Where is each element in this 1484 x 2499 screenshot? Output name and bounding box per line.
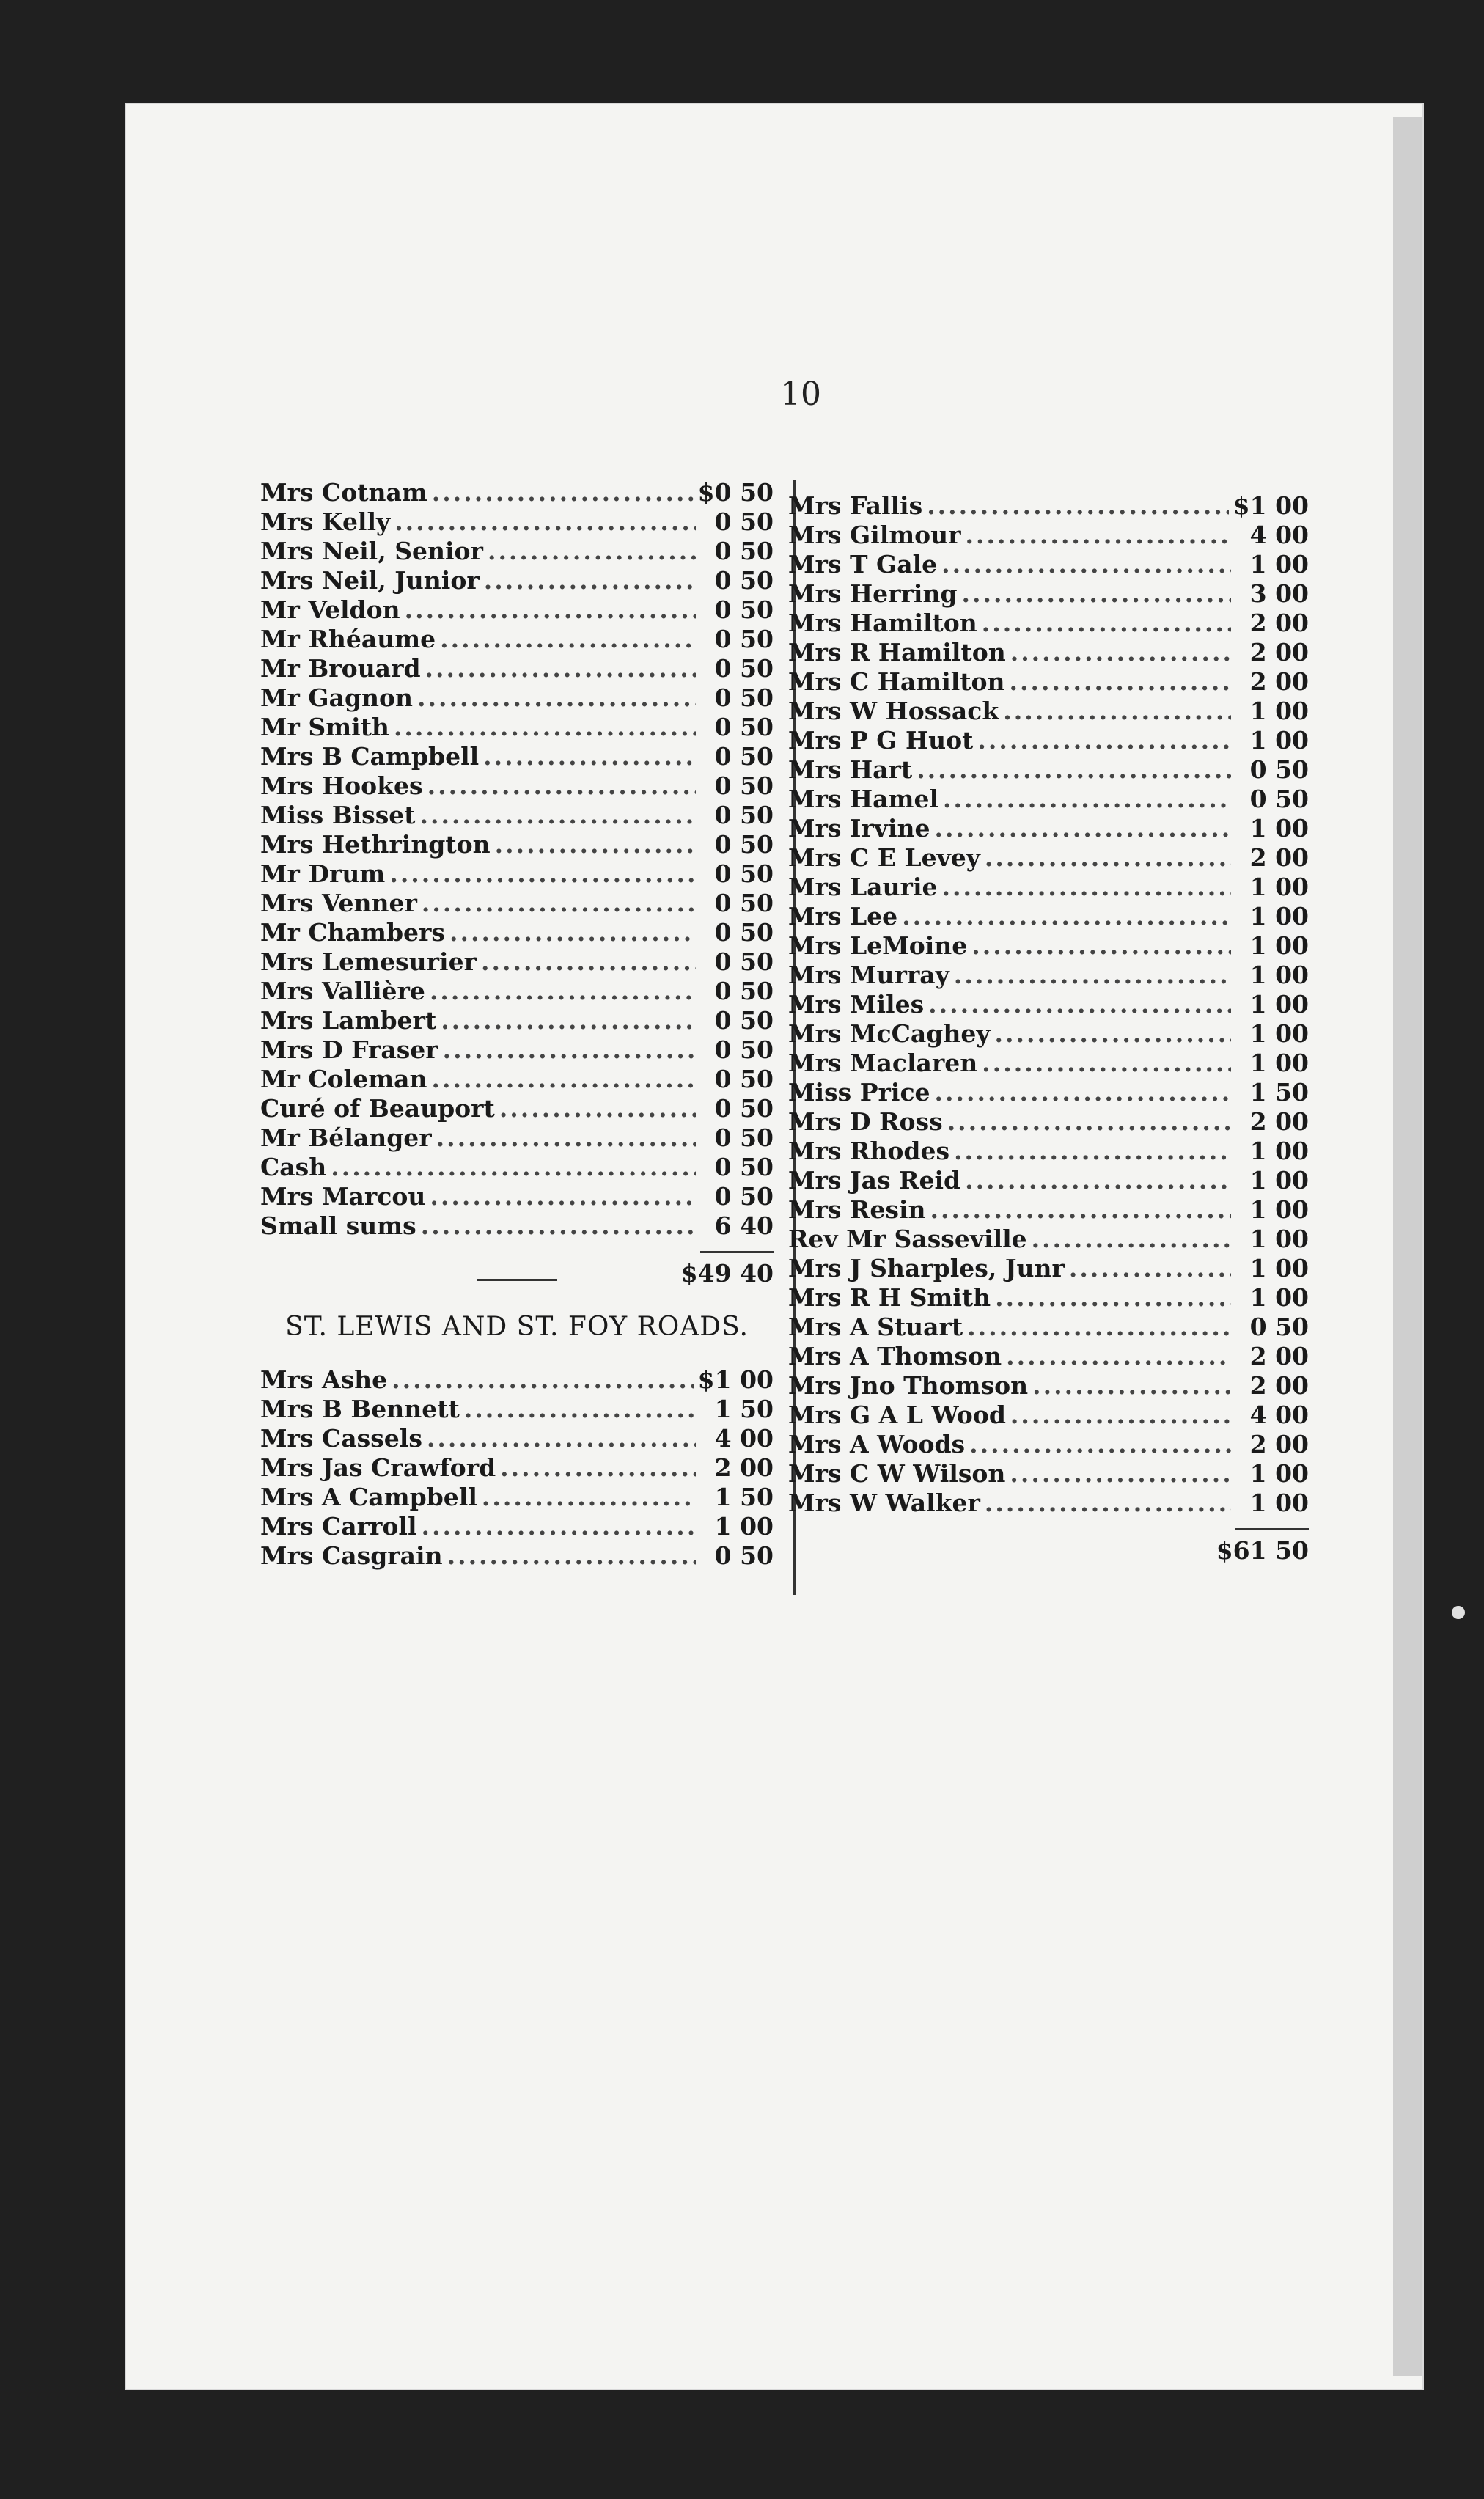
ledger-entry xyxy=(260,859,774,889)
leader-dots xyxy=(930,1195,1231,1224)
leader-dots xyxy=(969,1430,1231,1458)
leader-dots xyxy=(331,1153,696,1181)
ledger-entry xyxy=(788,990,1309,1019)
entry-amount: 0 50 xyxy=(714,1123,774,1152)
leader-dots xyxy=(421,1211,696,1240)
leader-dots xyxy=(943,785,1231,813)
entry-name: Mrs C Hamilton xyxy=(788,667,1005,696)
entry-name: Mrs Cotnam xyxy=(260,478,427,507)
entry-amount: 2 00 xyxy=(1249,1107,1309,1136)
entry-amount: 2 00 xyxy=(1249,1430,1309,1458)
entry-amount: 2 00 xyxy=(1249,1342,1309,1370)
ledger-entry xyxy=(788,902,1309,931)
ledger-entry xyxy=(788,638,1309,667)
ledger-entry xyxy=(260,1424,774,1453)
leader-dots xyxy=(1032,1371,1231,1400)
entry-amount: 1 00 xyxy=(1249,1137,1309,1165)
leader-dots xyxy=(1003,697,1231,725)
ledger-entry xyxy=(788,491,1309,521)
leader-dots xyxy=(935,1078,1231,1107)
leader-dots xyxy=(427,771,696,800)
ledger-entry xyxy=(788,1049,1309,1078)
entry-amount: 2 00 xyxy=(1249,609,1309,637)
leader-dots xyxy=(481,947,696,976)
entry-amount: 0 50 xyxy=(714,889,774,917)
ledger-entry xyxy=(260,1483,774,1512)
ledger-entry xyxy=(260,742,774,771)
entry-amount: 1 00 xyxy=(1249,961,1309,989)
ledger-entry xyxy=(260,1365,774,1395)
ledger-entry xyxy=(260,1123,774,1153)
ledger-entry xyxy=(788,1459,1309,1489)
leader-dots xyxy=(499,1094,696,1123)
entry-name: Mrs Fallis xyxy=(788,491,923,520)
entry-amount: 3 00 xyxy=(1249,579,1309,608)
leader-dots xyxy=(430,977,696,1005)
leader-dots xyxy=(422,1512,697,1541)
entry-name: Mrs R H Smith xyxy=(788,1283,991,1312)
leader-dots xyxy=(1032,1225,1231,1253)
right-total-rule xyxy=(1235,1528,1309,1530)
entry-amount: 6 40 xyxy=(714,1211,774,1240)
ledger-entry xyxy=(260,947,774,977)
ledger-entry xyxy=(260,1453,774,1483)
entry-name: Mrs Hamel xyxy=(788,785,938,813)
leader-dots xyxy=(954,1137,1231,1165)
ledger-entry xyxy=(260,1512,774,1541)
leader-dots xyxy=(1010,638,1231,667)
leader-dots xyxy=(389,859,696,888)
entry-amount: 0 50 xyxy=(714,742,774,771)
entry-name: Cash xyxy=(260,1153,327,1181)
entry-amount: 1 00 xyxy=(1249,931,1309,960)
entry-name: Mrs Venner xyxy=(260,889,417,917)
leader-dots xyxy=(971,931,1231,960)
leader-dots xyxy=(966,521,1231,549)
leader-dots xyxy=(405,595,696,624)
ledger-entry xyxy=(260,977,774,1006)
entry-name: Mrs G A L Wood xyxy=(788,1401,1006,1429)
entry-amount: 0 50 xyxy=(714,1541,774,1570)
leader-dots xyxy=(962,579,1231,608)
entry-name: Mrs T Gale xyxy=(788,550,938,579)
leader-dots xyxy=(420,801,696,829)
entry-amount: 0 50 xyxy=(714,625,774,653)
entry-amount: 0 50 xyxy=(714,801,774,829)
ledger-entry xyxy=(788,1137,1309,1166)
entry-amount: 0 50 xyxy=(714,654,774,683)
leader-dots xyxy=(965,1166,1231,1195)
ledger-entry xyxy=(260,1035,774,1065)
leader-dots xyxy=(425,654,696,683)
entry-amount: 4 00 xyxy=(1249,521,1309,549)
entry-name: Mrs A Woods xyxy=(788,1430,966,1458)
entry-name: Mrs Lambert xyxy=(260,1006,437,1035)
entry-name: Mr Brouard xyxy=(260,654,421,683)
entry-name: Mrs Marcou xyxy=(260,1182,426,1211)
ledger-entry xyxy=(788,1430,1309,1459)
leader-dots xyxy=(928,990,1231,1019)
entry-amount: 0 50 xyxy=(714,1182,774,1211)
entry-name: Mrs A Stuart xyxy=(788,1313,963,1341)
ledger-entry xyxy=(260,683,774,713)
ledger-entry xyxy=(260,537,774,566)
ledger-entry xyxy=(260,566,774,595)
entry-name: Mrs Jas Crawford xyxy=(260,1453,496,1482)
entry-name: Mrs D Fraser xyxy=(260,1035,438,1064)
entry-amount: 0 50 xyxy=(714,1065,774,1093)
ledger-entry xyxy=(788,579,1309,609)
entry-name: Mrs Lee xyxy=(788,902,898,931)
ledger-entry xyxy=(788,785,1309,814)
ledger-entry xyxy=(788,1019,1309,1049)
entry-name: Mr Bélanger xyxy=(260,1123,432,1152)
entry-amount: 1 00 xyxy=(714,1512,774,1541)
leader-dots xyxy=(995,1019,1232,1048)
ledger-entry xyxy=(788,873,1309,902)
entry-name: Mrs Jno Thomson xyxy=(788,1371,1029,1400)
entry-name: Miss Bisset xyxy=(260,801,416,829)
ledger-entry xyxy=(788,550,1309,579)
left-entries-list xyxy=(260,478,774,1241)
ledger-entry xyxy=(788,1225,1309,1254)
ledger-entry xyxy=(260,889,774,918)
leader-dots xyxy=(483,742,696,771)
ledger-entry xyxy=(260,918,774,947)
entry-amount: 0 50 xyxy=(714,771,774,800)
ledger-entry xyxy=(788,1107,1309,1137)
entry-name: Mrs Jas Reid xyxy=(788,1166,961,1195)
left-short-rule xyxy=(477,1279,557,1281)
edge-speck xyxy=(1452,1606,1465,1619)
entry-amount: 0 50 xyxy=(714,918,774,947)
left-total-rule xyxy=(700,1251,774,1253)
leader-dots xyxy=(985,1489,1231,1517)
entry-name: Mrs Neil, Senior xyxy=(260,537,483,565)
entry-name: Mrs Hethrington xyxy=(260,830,491,859)
leader-dots xyxy=(422,889,696,917)
leader-dots xyxy=(941,873,1231,901)
ledger-entry xyxy=(788,697,1309,726)
entry-amount: 1 00 xyxy=(1249,1195,1309,1224)
entry-amount: 1 50 xyxy=(714,1395,774,1423)
ledger-entry xyxy=(788,1489,1309,1518)
entry-amount: 0 50 xyxy=(714,947,774,976)
entry-amount: 1 00 xyxy=(1249,1459,1309,1488)
entry-amount: 1 00 xyxy=(1249,1489,1309,1517)
entry-name: Mrs Carroll xyxy=(260,1512,417,1541)
ledger-entry xyxy=(788,1195,1309,1225)
leader-dots xyxy=(982,1049,1231,1077)
entry-amount: $1 00 xyxy=(1233,491,1309,520)
entry-amount: 4 00 xyxy=(1249,1401,1309,1429)
entry-name: Mrs Casgrain xyxy=(260,1541,443,1570)
leader-dots xyxy=(447,1541,696,1570)
entry-name: Mrs Rhodes xyxy=(788,1137,950,1165)
ledger-entry xyxy=(260,654,774,683)
entry-name: Rev Mr Sasseville xyxy=(788,1225,1027,1253)
leader-dots xyxy=(441,1006,696,1035)
leader-dots xyxy=(495,830,696,859)
entry-amount: 1 00 xyxy=(1249,697,1309,725)
entry-name: Mrs Ashe xyxy=(260,1365,388,1394)
entry-name: Mrs Cassels xyxy=(260,1424,422,1453)
entry-amount: 2 00 xyxy=(714,1453,774,1482)
entry-amount: 1 00 xyxy=(1249,1225,1309,1253)
leader-dots xyxy=(394,713,696,741)
entry-amount: 0 50 xyxy=(714,859,774,888)
ledger-entry xyxy=(260,1541,774,1571)
entry-amount: 2 00 xyxy=(1249,638,1309,667)
entry-amount: 0 50 xyxy=(714,1094,774,1123)
entry-amount: 1 00 xyxy=(1249,1254,1309,1282)
leader-dots xyxy=(982,609,1231,637)
entry-name: Mr Veldon xyxy=(260,595,400,624)
ledger-entry xyxy=(788,1283,1309,1313)
entry-amount: 0 50 xyxy=(714,566,774,595)
ledger-entry xyxy=(788,726,1309,755)
entry-name: Mrs Laurie xyxy=(788,873,938,901)
ledger-entry xyxy=(788,521,1309,550)
leader-dots xyxy=(440,625,696,653)
entry-name: Mrs Murray xyxy=(788,961,949,989)
leader-dots xyxy=(917,755,1231,784)
ledger-entry xyxy=(260,1006,774,1035)
entry-amount: 0 50 xyxy=(1249,1313,1309,1341)
ledger-entry xyxy=(260,1153,774,1182)
entry-name: Mrs D Ross xyxy=(788,1107,943,1136)
entry-amount: 1 00 xyxy=(1249,873,1309,901)
ledger-entry xyxy=(260,1395,774,1424)
section-entries-list xyxy=(260,1365,774,1571)
entry-name: Mrs J Sharples, Junr xyxy=(788,1254,1065,1282)
leader-dots xyxy=(488,537,696,565)
entry-amount: 1 00 xyxy=(1249,1019,1309,1048)
entry-amount: 0 50 xyxy=(714,683,774,712)
ledger-entry xyxy=(788,1342,1309,1371)
entry-name: Mrs R Hamilton xyxy=(788,638,1006,667)
leader-dots xyxy=(947,1107,1231,1136)
leader-dots xyxy=(392,1365,694,1394)
entry-name: Mr Smith xyxy=(260,713,389,741)
leader-dots xyxy=(394,507,696,536)
entry-amount: 0 50 xyxy=(714,595,774,624)
entry-name: Mr Gagnon xyxy=(260,683,414,712)
entry-name: Mrs Maclaren xyxy=(788,1049,978,1077)
ledger-entry xyxy=(788,961,1309,990)
entry-amount: $0 50 xyxy=(697,478,774,507)
ledger-entry xyxy=(260,801,774,830)
leader-dots xyxy=(1069,1254,1231,1282)
left-total: $49 40 xyxy=(680,1259,774,1288)
entry-name: Mrs A Campbell xyxy=(260,1483,477,1511)
ledger-entry xyxy=(788,667,1309,697)
page-number: 10 xyxy=(780,375,821,413)
entry-name: Curé of Beauport xyxy=(260,1094,495,1123)
section-heading: ST. LEWIS AND ST. FOY ROADS. xyxy=(285,1312,749,1342)
leader-dots xyxy=(927,491,1228,520)
entry-amount: 0 50 xyxy=(714,1035,774,1064)
leader-dots xyxy=(935,814,1231,843)
leader-dots xyxy=(967,1313,1231,1341)
entry-name: Mr Drum xyxy=(260,859,386,888)
entry-amount: 0 50 xyxy=(714,1006,774,1035)
page-edge xyxy=(1393,117,1422,2376)
leader-dots xyxy=(464,1395,696,1423)
ledger-entry xyxy=(260,830,774,859)
entry-name: Mr Chambers xyxy=(260,918,445,947)
ledger-entry xyxy=(260,771,774,801)
entry-name: Mr Coleman xyxy=(260,1065,427,1093)
leader-dots xyxy=(436,1123,696,1152)
entry-name: Mrs Resin xyxy=(788,1195,926,1224)
entry-name: Mrs Herring xyxy=(788,579,958,608)
entry-name: Mrs C E Levey xyxy=(788,843,980,872)
entry-name: Mrs Vallière xyxy=(260,977,425,1005)
entry-amount: 1 00 xyxy=(1249,1049,1309,1077)
ledger-entry xyxy=(260,713,774,742)
entry-name: Mrs Gilmour xyxy=(788,521,961,549)
entry-name: Mrs Hamilton xyxy=(788,609,977,637)
entry-name: Mrs Irvine xyxy=(788,814,930,843)
entry-name: Mrs LeMoine xyxy=(788,931,968,960)
entry-amount: 1 00 xyxy=(1249,902,1309,931)
leader-dots xyxy=(995,1283,1231,1312)
entry-amount: 2 00 xyxy=(1249,1371,1309,1400)
entry-amount: 0 50 xyxy=(1249,755,1309,784)
entry-amount: 0 50 xyxy=(714,537,774,565)
right-entries-list xyxy=(788,491,1309,1518)
ledger-entry xyxy=(788,1078,1309,1107)
ledger-entry xyxy=(260,1065,774,1094)
right-total: $61 50 xyxy=(1216,1536,1309,1565)
leader-dots xyxy=(482,1483,696,1511)
entry-name: Miss Price xyxy=(788,1078,930,1107)
entry-name: Mrs B Bennett xyxy=(260,1395,460,1423)
ledger-entry xyxy=(260,507,774,537)
leader-dots xyxy=(432,1065,696,1093)
leader-dots xyxy=(985,843,1231,872)
ledger-entry xyxy=(788,1313,1309,1342)
entry-amount: 0 50 xyxy=(714,507,774,536)
entry-name: Mrs Kelly xyxy=(260,507,391,536)
entry-amount: 0 50 xyxy=(714,830,774,859)
entry-amount: 1 00 xyxy=(1249,1166,1309,1195)
ledger-entry xyxy=(788,1166,1309,1195)
ledger-entry xyxy=(788,931,1309,961)
leader-dots xyxy=(484,566,696,595)
right-column xyxy=(788,491,1309,1568)
entry-name: Mrs Hart xyxy=(788,755,913,784)
entry-amount: 1 00 xyxy=(1249,726,1309,755)
entry-name: Small sums xyxy=(260,1211,416,1240)
left-column xyxy=(260,478,774,1571)
leader-dots xyxy=(427,1424,696,1453)
entry-amount: 1 00 xyxy=(1249,550,1309,579)
leader-dots xyxy=(902,902,1231,931)
ledger-entry xyxy=(260,625,774,654)
ledger-entry xyxy=(260,1211,774,1241)
leader-dots xyxy=(1010,1401,1231,1429)
entry-amount: $1 00 xyxy=(697,1365,774,1394)
entry-amount: 0 50 xyxy=(714,977,774,1005)
entry-name: Mrs P G Huot xyxy=(788,726,974,755)
entry-amount: 1 00 xyxy=(1249,1283,1309,1312)
entry-amount: 1 50 xyxy=(1249,1078,1309,1107)
entry-amount: 2 00 xyxy=(1249,667,1309,696)
entry-amount: 0 50 xyxy=(714,1153,774,1181)
leader-dots xyxy=(443,1035,696,1064)
leader-dots xyxy=(500,1453,696,1482)
entry-name: Mrs A Thomson xyxy=(788,1342,1002,1370)
entry-amount: 4 00 xyxy=(714,1424,774,1453)
leader-dots xyxy=(1010,667,1231,696)
entry-name: Mrs B Campbell xyxy=(260,742,480,771)
entry-amount: 1 00 xyxy=(1249,990,1309,1019)
leader-dots xyxy=(954,961,1231,989)
ledger-entry xyxy=(788,814,1309,843)
entry-amount: 0 50 xyxy=(1249,785,1309,813)
entry-name: Mrs W Hossack xyxy=(788,697,999,725)
entry-name: Mrs Neil, Junior xyxy=(260,566,480,595)
ledger-entry xyxy=(260,595,774,625)
entry-name: Mrs W Walker xyxy=(788,1489,980,1517)
leader-dots xyxy=(1006,1342,1231,1370)
ledger-entry xyxy=(260,478,774,507)
entry-amount: 0 50 xyxy=(714,713,774,741)
leader-dots xyxy=(417,683,696,712)
ledger-entry xyxy=(788,1371,1309,1401)
leader-dots xyxy=(977,726,1231,755)
entry-name: Mrs C W Wilson xyxy=(788,1459,1006,1488)
ledger-entry xyxy=(788,609,1309,638)
ledger-entry xyxy=(788,1401,1309,1430)
entry-amount: 1 50 xyxy=(714,1483,774,1511)
leader-dots xyxy=(941,550,1231,579)
leader-dots xyxy=(430,1182,696,1211)
leader-dots xyxy=(432,478,694,507)
leader-dots xyxy=(449,918,696,947)
entry-name: Mr Rhéaume xyxy=(260,625,436,653)
ledger-entry xyxy=(788,843,1309,873)
ledger-entry xyxy=(788,1254,1309,1283)
entry-name: Mrs Hookes xyxy=(260,771,423,800)
entry-amount: 1 00 xyxy=(1249,814,1309,843)
ledger-entry xyxy=(260,1094,774,1123)
entry-name: Mrs McCaghey xyxy=(788,1019,991,1048)
leader-dots xyxy=(1010,1459,1231,1488)
entry-name: Mrs Lemesurier xyxy=(260,947,477,976)
ledger-entry xyxy=(260,1182,774,1211)
ledger-entry xyxy=(788,755,1309,785)
entry-name: Mrs Miles xyxy=(788,990,925,1019)
entry-amount: 2 00 xyxy=(1249,843,1309,872)
